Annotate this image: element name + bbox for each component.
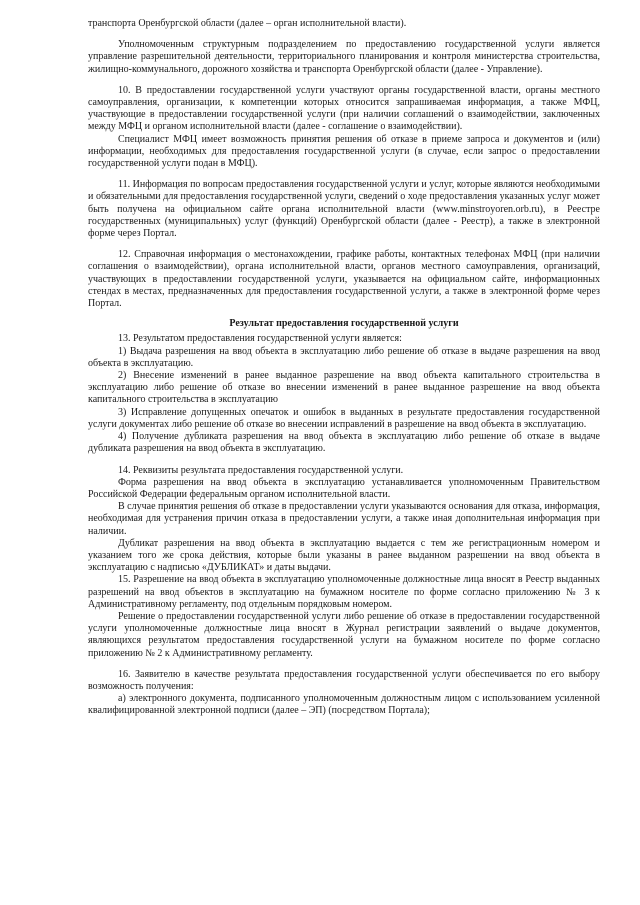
paragraph-13: 13. Результатом предоставления государственной услуги является: <box>118 333 402 345</box>
paragraph-14: 14. Реквизиты результата предоставления государственной услуги. <box>118 464 404 476</box>
paragraph-16: 16. Заявителю в качестве результата предоставления государственной услуги обеспечивается по его выбору возможность получения: <box>88 668 600 692</box>
paragraph-12: 12. Справочная информация о местонахождении, графике работы, контактных телефонах МФЦ (при наличии соглашения о взаимодействии), органа исполнительной власти, органов местного самоуправления, организаций, участвующих в предоставлении государственной услуги, указывается на официальном сайте, информационных стендах в местах, предназначенных для предоставления государственной услуги, а также в электронной форме через Портал. <box>88 249 600 310</box>
section-heading: Результат предоставления государственной услуги <box>229 318 459 330</box>
paragraph-permit-form: Форма разрешения на ввод объекта в эксплуатацию устанавливается уполномоченным Правительством Российской Федерации федеральным органом исполнительной власти. <box>88 476 600 500</box>
list-item-2: 2) Внесение изменений в ранее выданное разрешение на ввод объекта капитального строительства в эксплуатацию либо решение об отказе во внесении изменений в ранее выданное разрешение на ввод объекта капитального строительства в эксплуатацию <box>88 370 600 406</box>
list-item-3: 3) Исправление допущенных опечаток и ошибок в выданных в результате предоставления государственной услуги документах либо решение об отказе во внесении исправлений в разрешение на ввод объекта в эксплуатацию. <box>88 406 600 430</box>
paragraph-11: 11. Информация по вопросам предоставления государственной услуги и услуг, которые являются необходимыми и обязательными для предоставления государственной услуги, сведений о ходе предоставления указанных услуг может быть получена на официальном сайте органа исполнительной власти (www.minstroyoren.orb.ru), в Реестре государственных (муниципальных) услуг (функций) Оренбургской области (далее - Реестр), а также в электронной форме через Портал. <box>88 179 600 240</box>
paragraph-decision-journal: Решение о предоставлении государственной услуги либо решение об отказе в предоставлении государственной услуги уполномоченные должностные лица вносят в Журнал регистрации заявлений о выдаче документов, являющихся результатом предоставления государственной услуги на бумажном носителе по форме согласно приложению № 2 к Административному регламенту. <box>88 610 600 659</box>
paragraph-mfc-specialist: Специалист МФЦ имеет возможность принятия решения об отказе в приеме запроса и документов и (или) информации, необходимых для предоставления государственной услуги (в случае, если запрос о предоставлении государственной услуги подан в МФЦ). <box>88 133 600 170</box>
paragraph-15: 15. Разрешение на ввод объекта в эксплуатацию уполномоченные должностные лица вносят в Реестр выданных разрешений на ввод объектов в эксплуатацию на бумажном носителе по форме согласно приложению № 3 к Административному регламенту, под отдельным порядковым номером. <box>88 574 600 610</box>
paragraph-10: 10. В предоставлении государственной услуги участвуют органы государственной власти, органы местного самоуправления, организации, к компетенции которых относится запрашиваемая информация, а также МФЦ, участвующие в предоставлении государственной услуги (при наличии соглашений о взаимодействии, заключенных между МФЦ и органом исполнительной власти (далее - соглашение о взаимодействии). <box>88 84 600 133</box>
list-item-4: 4) Получение дубликата разрешения на ввод объекта в эксплуатацию либо решение об отказе в выдаче дубликата разрешения на ввод объекта в эксплуатацию. <box>88 431 600 455</box>
paragraph-continuation: транспорта Оренбургской области (далее – орган исполнительной власти). <box>88 18 407 29</box>
paragraph-authorized-department: Уполномоченным структурным подразделением по предоставлению государственной услуги является управление разрешительной деятельности, территориального планирования и контроля министерства строительства, жилищно-коммунального, дорожного хозяйства и транспорта Оренбургской области (далее - Управление). <box>88 39 600 75</box>
document-page <box>88 18 600 718</box>
list-item-a: а) электронного документа, подписанного уполномоченным должностным лицом с использованием усиленной квалифицированной электронной подписи (далее – ЭП) (посредством Портала); <box>88 693 600 717</box>
paragraph-duplicate: Дубликат разрешения на ввод объекта в эксплуатацию выдается с тем же регистрационным номером и указанием того же срока действия, которые были указаны в ранее выданном разрешении на ввод объекта в эксплуатацию с надписью «ДУБЛИКАТ» и даты выдачи. <box>88 537 600 574</box>
paragraph-refusal-grounds: В случае принятия решения об отказе в предоставлении услуги указываются основания для отказа, информация, необходимая для устранения причин отказа в предоставлении услуги, а также иная дополнительная информация при наличии. <box>88 501 600 537</box>
list-item-1: 1) Выдача разрешения на ввод объекта в эксплуатацию либо решение об отказе в выдаче разрешения на ввод объекта в эксплуатацию. <box>88 345 600 369</box>
